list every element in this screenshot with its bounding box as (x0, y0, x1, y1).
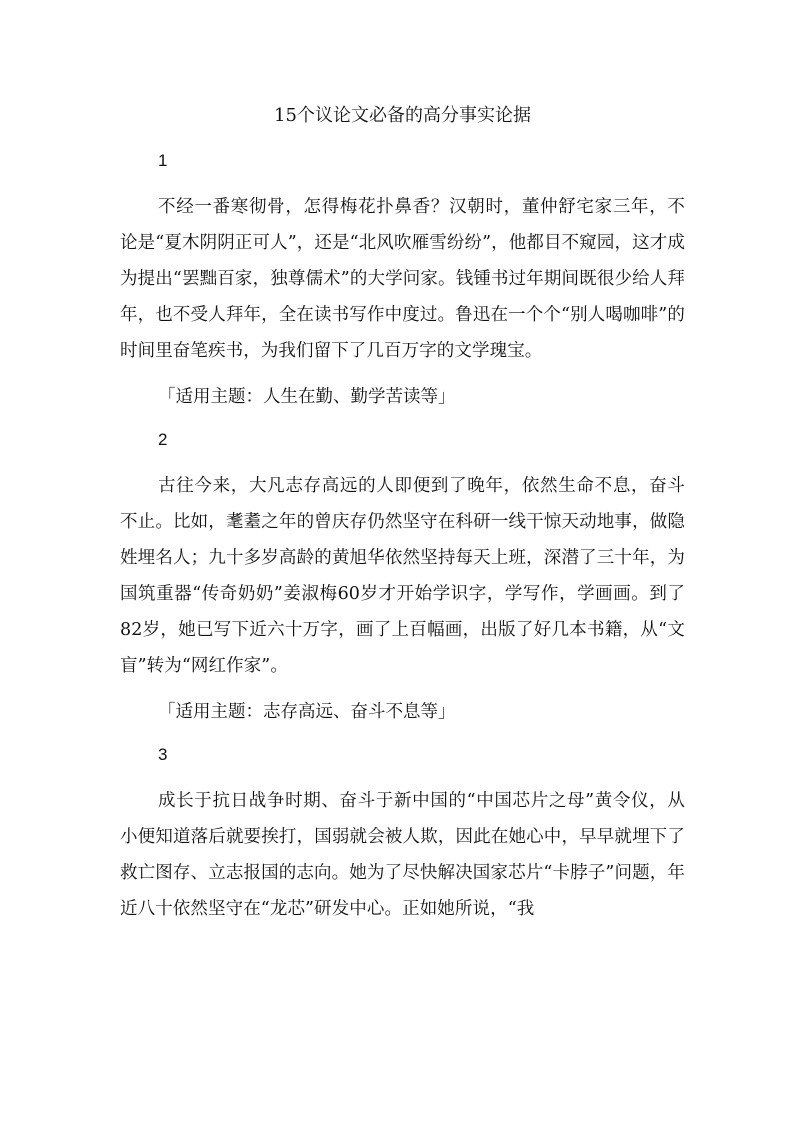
section-2 (120, 425, 685, 730)
section-number: 1 (158, 151, 168, 170)
document-title: 15个议论文必备的高分事实论据 (274, 105, 531, 126)
section-paragraph: 成长于抗日战争时期、奋斗于新中国的“中国芯片之母”黄令仪，从小便知道落后就要挨打，国弱就会被人欺，因此在她心中，早早就埋下了救亡图存、立志报国的志向。她为了尽快解决国家芯片“卡脖子”问题，年近八十依然坚守在“龙芯”研发中心。正如她所说，“我 (120, 791, 685, 919)
section-1 (120, 146, 685, 415)
section-paragraph: 古往今来，大凡志存高远的人即便到了晚年，依然生命不息，奋斗不止。比如，耄耋之年的曾庆存仍然坚守在科研一线干惊天动地事，做隐姓埋名人；九十多岁高龄的黄旭华依然坚持每天上班，深潜了三十年，为国筑重器“传奇奶奶”姜淑梅60岁才开始学识字，学写作，学画画。到了82岁，她已写下近六十万字，画了上百幅画，出版了好几本书籍，从“文盲”转为“网红作家”。 (120, 476, 685, 676)
document-page (120, 98, 685, 937)
section-theme: 「适用主题：志存高远、奋斗不息等」 (158, 702, 456, 722)
section-theme: 「适用主题：人生在勤、勤学苦读等」 (158, 387, 456, 407)
section-number: 2 (158, 430, 168, 449)
section-3 (120, 740, 685, 927)
section-number: 3 (158, 745, 168, 764)
section-paragraph: 不经一番寒彻骨，怎得梅花扑鼻香？汉朝时，董仲舒宅家三年，不论是“夏木阴阴正可人”，还是“北风吹雁雪纷纷”，他都目不窥园，这才成为提出“罢黜百家，独尊儒术”的大学问家。钱锺书过年期间既很少给人拜年，也不受人拜年，全在读书写作中度过。鲁迅在一个个“别人喝咖啡”的时间里奋笔疾书，为我们留下了几百万字的文学瑰宝。 (120, 197, 685, 361)
